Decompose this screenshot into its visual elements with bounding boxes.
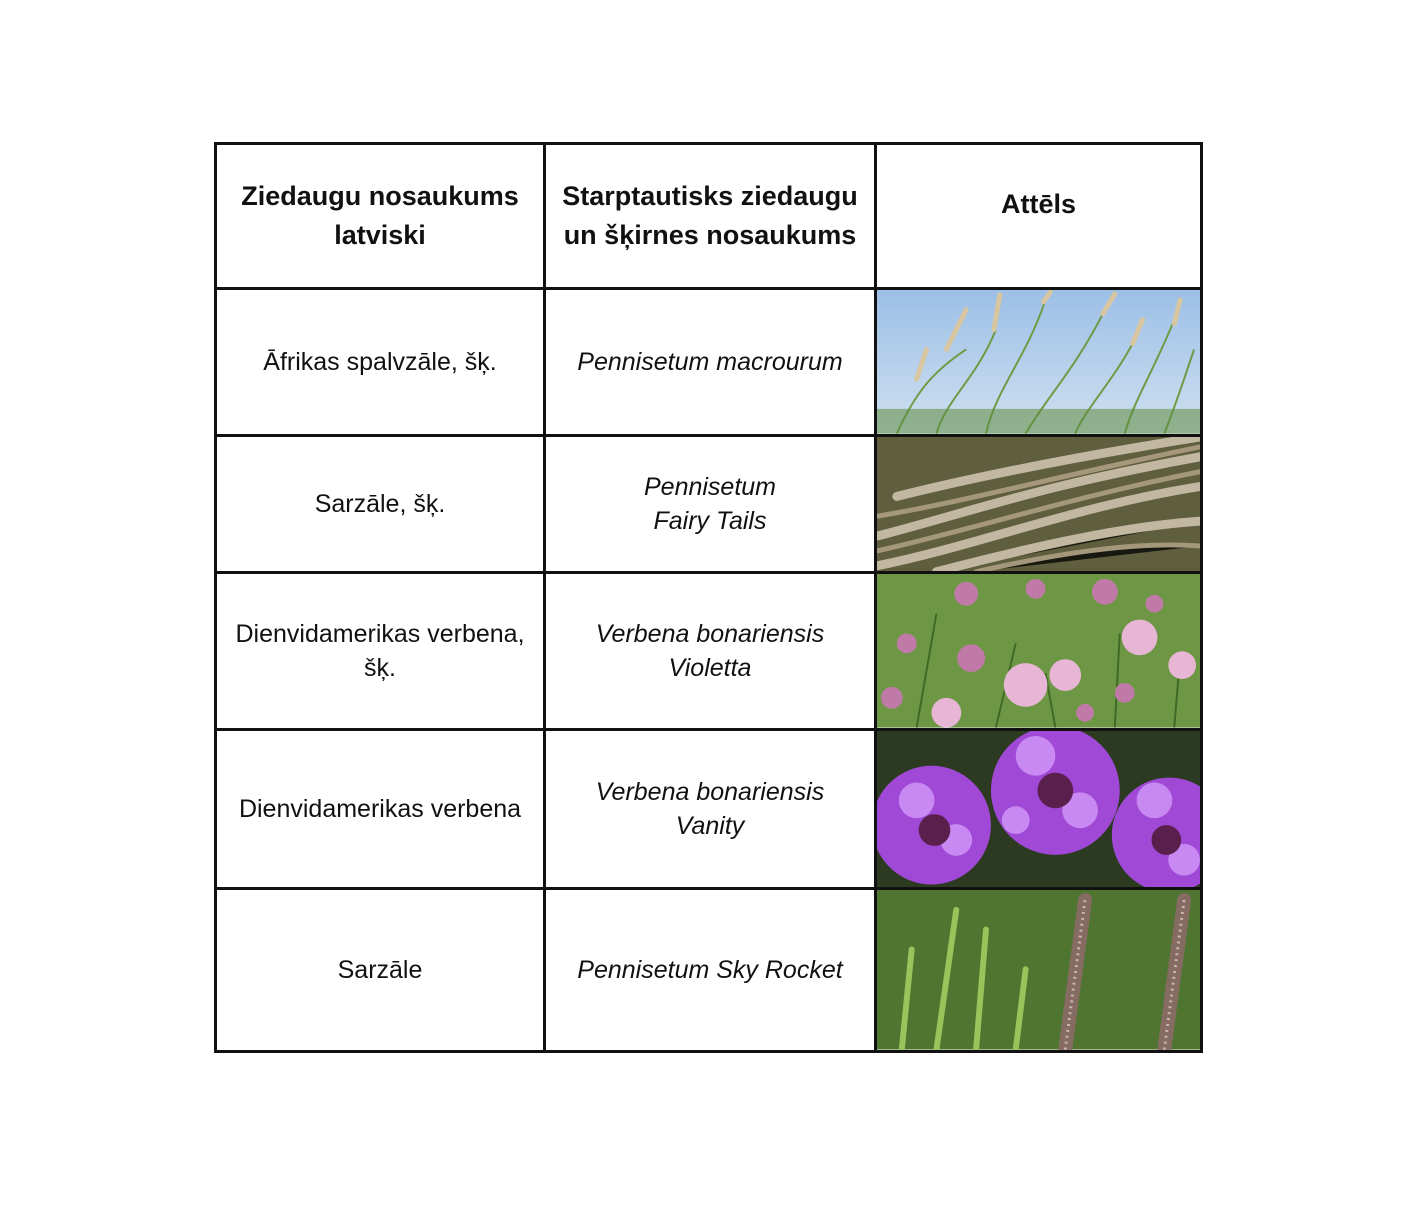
latvian-name-cell: Āfrikas spalvzāle, šķ.	[216, 289, 545, 436]
scientific-name-cell: Pennisetum macrourum	[545, 289, 876, 436]
plant-photo-cell	[876, 435, 1202, 573]
header-image: Attēls	[876, 144, 1202, 289]
table-header-row	[216, 144, 1202, 289]
scientific-name-cell: Verbena bonariensis Vanity	[545, 729, 876, 889]
verbena-purple-photo	[877, 731, 1200, 888]
table-row	[216, 435, 1202, 573]
flower-table	[214, 142, 1203, 1053]
verbena-pink-photo	[877, 574, 1200, 728]
header-international-name: Starptautisks ziedaugu un šķirnes nosaukums	[545, 144, 876, 289]
flower-table-container	[214, 142, 1203, 1053]
fountain-grass-photo	[877, 437, 1200, 572]
header-latvian-name: Ziedaugu nosaukums latviski	[216, 144, 545, 289]
latvian-name-cell: Dienvidamerikas verbena, šķ.	[216, 573, 545, 730]
scientific-name-cell: Pennisetum Fairy Tails	[545, 435, 876, 573]
plant-photo-cell	[876, 889, 1202, 1052]
scientific-name-cell: Pennisetum Sky Rocket	[545, 889, 876, 1052]
table-row	[216, 729, 1202, 889]
grass-spike-photo	[877, 890, 1200, 1050]
table-row	[216, 573, 1202, 730]
plant-photo-cell	[876, 729, 1202, 889]
plant-photo-cell	[876, 289, 1202, 436]
latvian-name-cell: Sarzāle, šķ.	[216, 435, 545, 573]
grass-plumes-sky-photo	[877, 290, 1200, 434]
table-row	[216, 289, 1202, 436]
table-row	[216, 889, 1202, 1052]
latvian-name-cell: Dienvidamerikas verbena	[216, 729, 545, 889]
plant-photo-cell	[876, 573, 1202, 730]
scientific-name-cell: Verbena bonariensis Violetta	[545, 573, 876, 730]
latvian-name-cell: Sarzāle	[216, 889, 545, 1052]
